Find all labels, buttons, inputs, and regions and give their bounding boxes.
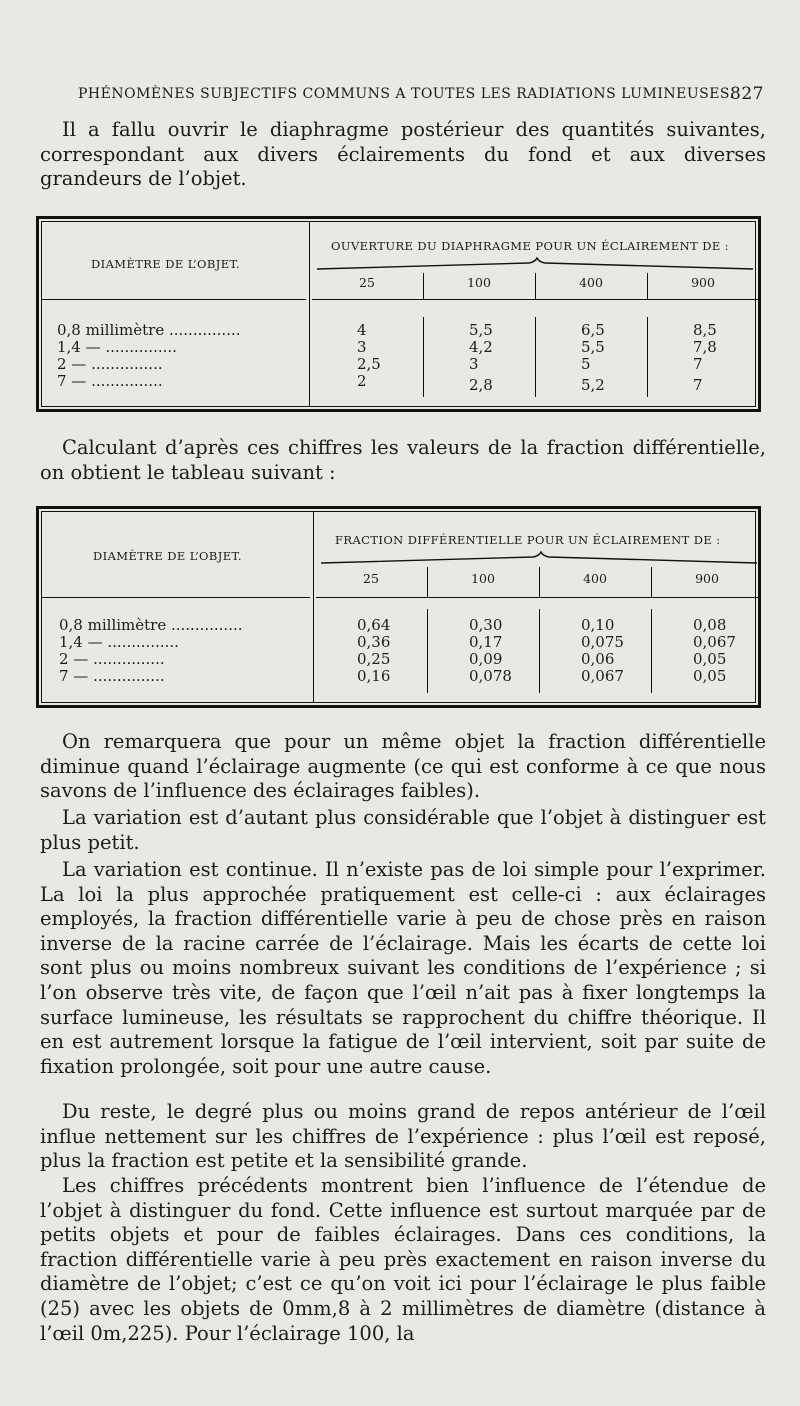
table-cell: 5,5 <box>469 321 493 339</box>
table-cell: 8,5 <box>693 321 717 339</box>
row-label: 0,8 millimètre ............... <box>57 321 241 339</box>
table-cell: 0,64 <box>357 616 391 634</box>
paragraph-rest: Du reste, le degré plus ou moins grand de repos antérieur de l’œil influe nettement sur les chiffres de l’expérience : plus l’œil est reposé, plus la fraction est petite et la sensibilité grande. <box>40 1100 766 1173</box>
table-cell: 2,5 <box>357 355 381 373</box>
table-cell: 7,8 <box>693 338 717 356</box>
table-cell: 2 <box>357 372 367 390</box>
table-cell: 0,09 <box>469 650 503 668</box>
row-label: 1,4 — ............... <box>57 338 177 356</box>
table-cell: 0,05 <box>693 667 727 685</box>
page-number: 827 <box>730 84 764 104</box>
table-cell: 5 <box>581 355 591 373</box>
brace-icon <box>315 257 755 271</box>
paragraph-object-size: Les chiffres précédents montrent bien l’influence de l’étendue de l’objet à distinguer du fond. Cette influence est surtout marquée par de petits objets et pour de faibles éclairages. Dans ces conditions, la fraction différentielle varie à peu près exactement en raison inverse du diamètre de l’objet; c’est ce qu’on voit ici pour l’éclairage le plus faible (25) avec les objets de 0mm,8 à 2 millimètres de diamètre (distance à l’œil 0m,225). Pour l’éclairage 100, la <box>40 1174 766 1345</box>
table-cell: 0,067 <box>581 667 624 685</box>
table-cell: 5,5 <box>581 338 605 356</box>
row-header: DIAMÈTRE DE L’OBJET. <box>91 257 240 271</box>
table-cell: 0,16 <box>357 667 391 685</box>
table-cell: 0,17 <box>469 633 503 651</box>
paragraph-remark: On remarquera que pour un même objet la fraction différentielle diminue quand l’éclairage augmente (ce qui est conforme à ce que nous savons de l’influence des éclairages faibles). <box>40 730 766 803</box>
table-cell: 0,10 <box>581 616 615 634</box>
table-cell: 0,05 <box>693 650 727 668</box>
table-differential-fraction <box>36 506 761 708</box>
column-header: 100 <box>467 275 491 290</box>
table-diaphragm-opening <box>36 216 761 412</box>
row-label: 7 — ............... <box>57 372 163 390</box>
group-header: OUVERTURE DU DIAPHRAGME POUR UN ÉCLAIREMENT DE : <box>331 239 729 253</box>
column-header: 25 <box>359 275 375 290</box>
table-cell: 7 <box>693 355 703 373</box>
table-cell: 0,06 <box>581 650 615 668</box>
row-header: DIAMÈTRE DE L’OBJET. <box>93 549 242 563</box>
column-header: 900 <box>695 571 719 586</box>
row-label: 2 — ............... <box>57 355 163 373</box>
table-cell: 0,30 <box>469 616 503 634</box>
table-cell: 5,2 <box>581 376 605 394</box>
table-cell: 4,2 <box>469 338 493 356</box>
table-cell: 3 <box>357 338 367 356</box>
row-label: 0,8 millimètre ............... <box>59 616 243 634</box>
table-cell: 0,078 <box>469 667 512 685</box>
column-header: 100 <box>471 571 495 586</box>
column-header: 400 <box>579 275 603 290</box>
paragraph-variation-size: La variation est d’autant plus considérable que l’objet à distinguer est plus petit. <box>40 806 766 854</box>
table-cell: 0,36 <box>357 633 391 651</box>
table-cell: 0,067 <box>693 633 736 651</box>
paragraph-intro: Il a fallu ouvrir le diaphragme postérieur des quantités suivantes, correspondant aux divers éclairements du fond et aux diverses grandeurs de l’objet. <box>40 118 766 191</box>
table-cell: 6,5 <box>581 321 605 339</box>
table-cell: 7 <box>693 376 703 394</box>
brace-icon <box>319 551 759 565</box>
column-header: 900 <box>691 275 715 290</box>
running-title: PHÉNOMÈNES SUBJECTIFS COMMUNS A TOUTES LES RADIATIONS LUMINEUSES. <box>78 86 735 102</box>
row-label: 2 — ............... <box>59 650 165 668</box>
table-cell: 0,08 <box>693 616 727 634</box>
column-header: 400 <box>583 571 607 586</box>
table-cell: 3 <box>469 355 479 373</box>
paragraph-variation-law: La variation est continue. Il n’existe pas de loi simple pour l’exprimer. La loi la plus approchée pratiquement est celle-ci : aux éclairages employés, la fraction différentielle varie à peu de chose près en raison inverse de la racine carrée de l’éclairage. Mais les écarts de cette loi sont plus ou moins nombreux suivant les conditions de l’expérience ; si l’on observe très vite, de façon que l’œil n’ait pas à fixer longtemps la surface lumineuse, les résultats se rapprochent du chiffre théorique. Il en est autrement lorsque la fatigue de l’œil intervient, soit par suite de fixation prolongée, soit pour une autre cause. <box>40 858 766 1078</box>
row-label: 1,4 — ............... <box>59 633 179 651</box>
paragraph-calculation: Calculant d’après ces chiffres les valeurs de la fraction différentielle, on obtient le tableau suivant : <box>40 436 766 484</box>
column-header: 25 <box>363 571 379 586</box>
table-cell: 4 <box>357 321 367 339</box>
row-label: 7 — ............... <box>59 667 165 685</box>
table-cell: 0,075 <box>581 633 624 651</box>
table-cell: 0,25 <box>357 650 391 668</box>
table-cell: 2,8 <box>469 376 493 394</box>
group-header: FRACTION DIFFÉRENTIELLE POUR UN ÉCLAIREMENT DE : <box>335 533 721 547</box>
